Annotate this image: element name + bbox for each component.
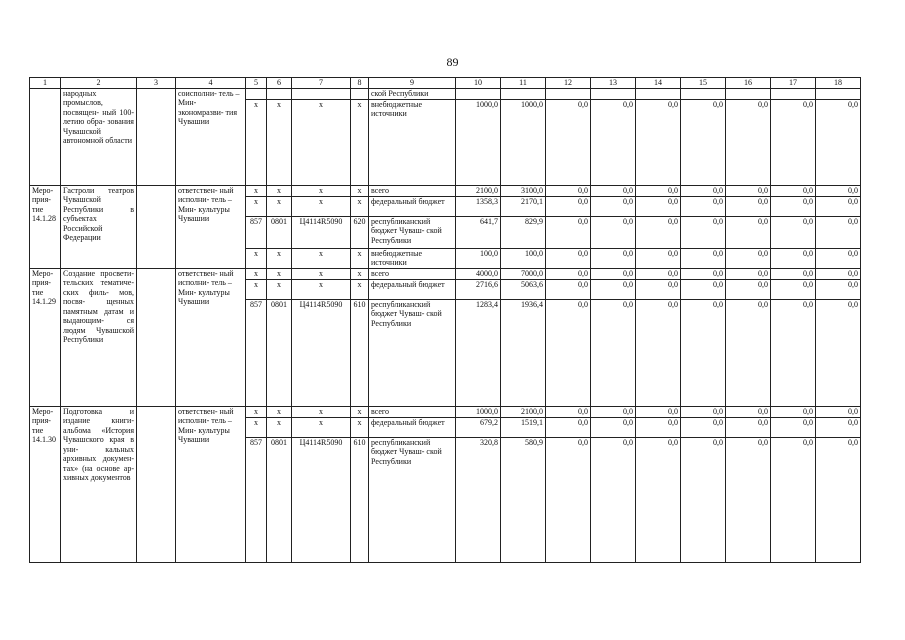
code-cell: х <box>246 196 267 216</box>
value-cell: 0,0 <box>771 437 816 562</box>
column-number: 9 <box>369 78 456 89</box>
column-number: 14 <box>636 78 681 89</box>
value-cell: 1000,0 <box>456 99 501 185</box>
column-number: 7 <box>292 78 351 89</box>
value-cell: 7000,0 <box>501 268 546 279</box>
value-cell: 0,0 <box>726 248 771 268</box>
value-cell: 0,0 <box>681 417 726 437</box>
value-cell: 0,0 <box>816 299 861 406</box>
column-number: 8 <box>351 78 369 89</box>
measure-name: Подготовка и издание книги- альбома «История Чувашского края в уни- кальных архивных докумен- тах» (на основе ар- хивных документов <box>61 406 137 562</box>
value-cell: 829,9 <box>501 216 546 248</box>
value-cell: 0,0 <box>591 248 636 268</box>
measure-label: Меро- прия- тие 14.1.28 <box>30 185 61 268</box>
column-number: 13 <box>591 78 636 89</box>
value-cell: 0,0 <box>546 248 591 268</box>
value-cell: 5063,6 <box>501 279 546 299</box>
value-cell: 0,0 <box>591 99 636 185</box>
value-cell: 0,0 <box>681 299 726 406</box>
value-cell: 0,0 <box>591 299 636 406</box>
code-cell: х <box>292 248 351 268</box>
code-cell: 610 <box>351 437 369 562</box>
measure-label: Меро- прия- тие 14.1.30 <box>30 406 61 562</box>
column-number: 11 <box>501 78 546 89</box>
value-cell: 4000,0 <box>456 268 501 279</box>
code-cell: Ц4114R5090 <box>292 216 351 248</box>
value-cell: 0,0 <box>816 248 861 268</box>
value-cell: 0,0 <box>546 268 591 279</box>
code-cell: х <box>292 268 351 279</box>
code-cell: х <box>267 185 292 196</box>
column-number: 2 <box>61 78 137 89</box>
code-cell: 620 <box>351 216 369 248</box>
funding-source: федеральный бюджет <box>369 279 456 299</box>
code-cell: х <box>292 406 351 417</box>
value-cell: 679,2 <box>456 417 501 437</box>
value-cell: 0,0 <box>726 99 771 185</box>
executor: ответствен- ный исполни- тель – Мин- культуры Чувашии <box>176 268 246 406</box>
value-cell: 0,0 <box>681 406 726 417</box>
value-cell: 641,7 <box>456 216 501 248</box>
funding-source: федеральный бюджет <box>369 196 456 216</box>
funding-source: федеральный бюджет <box>369 417 456 437</box>
value-cell: 0,0 <box>681 196 726 216</box>
value-cell: 0,0 <box>546 99 591 185</box>
value-cell: 0,0 <box>636 437 681 562</box>
value-cell: 0,0 <box>681 279 726 299</box>
code-cell: 857 <box>246 216 267 248</box>
code-cell: х <box>246 248 267 268</box>
funding-source: всего <box>369 268 456 279</box>
code-cell: х <box>246 185 267 196</box>
code-cell: х <box>246 99 267 185</box>
page-number: 89 <box>446 55 459 69</box>
value-cell: 0,0 <box>771 216 816 248</box>
code-cell: х <box>292 185 351 196</box>
code-cell: х <box>246 279 267 299</box>
executor: ответствен- ный исполни- тель – Мин- культуры Чувашии <box>176 406 246 562</box>
value-cell: 0,0 <box>591 196 636 216</box>
value-cell: 0,0 <box>546 299 591 406</box>
code-cell: х <box>246 268 267 279</box>
value-cell: 0,0 <box>636 185 681 196</box>
value-cell: 0,0 <box>726 437 771 562</box>
column-number: 5 <box>246 78 267 89</box>
column-number: 3 <box>137 78 176 89</box>
value-cell: 0,0 <box>636 216 681 248</box>
value-cell: 0,0 <box>726 279 771 299</box>
measure-label: Меро- прия- тие 14.1.29 <box>30 268 61 406</box>
code-cell: 0801 <box>267 299 292 406</box>
code-cell: х <box>292 196 351 216</box>
value-cell: 0,0 <box>771 299 816 406</box>
value-cell: 1000,0 <box>456 406 501 417</box>
code-cell: х <box>292 279 351 299</box>
value-cell: 0,0 <box>726 196 771 216</box>
value-cell: 100,0 <box>501 248 546 268</box>
value-cell: 1283,4 <box>456 299 501 406</box>
funding-source: всего <box>369 406 456 417</box>
code-cell: х <box>267 248 292 268</box>
value-cell: 0,0 <box>771 99 816 185</box>
value-cell: 0,0 <box>681 216 726 248</box>
value-cell: 2100,0 <box>456 185 501 196</box>
value-cell: 0,0 <box>591 406 636 417</box>
value-cell: 0,0 <box>816 216 861 248</box>
code-cell: х <box>351 248 369 268</box>
value-cell: 0,0 <box>771 406 816 417</box>
value-cell: 0,0 <box>726 216 771 248</box>
value-cell: 0,0 <box>726 417 771 437</box>
value-cell: 0,0 <box>546 196 591 216</box>
code-cell: х <box>351 196 369 216</box>
value-cell: 0,0 <box>816 279 861 299</box>
funding-source: республиканский бюджет Чуваш- ской Республики <box>369 299 456 406</box>
column-number: 1 <box>30 78 61 89</box>
value-cell: 0,0 <box>816 185 861 196</box>
value-cell: 0,0 <box>726 185 771 196</box>
value-cell: 0,0 <box>636 299 681 406</box>
value-cell: 580,9 <box>501 437 546 562</box>
value-cell: 0,0 <box>726 406 771 417</box>
code-cell: х <box>351 417 369 437</box>
value-cell: 0,0 <box>591 185 636 196</box>
value-cell: 100,0 <box>456 248 501 268</box>
column-number: 10 <box>456 78 501 89</box>
value-cell: 0,0 <box>771 268 816 279</box>
code-cell: х <box>267 417 292 437</box>
code-cell: х <box>267 268 292 279</box>
code-cell: 857 <box>246 299 267 406</box>
measure-name: Создание просвети- тельских тематиче- ских филь- мов, посвя- щенных памятным датам и выдающим- ся людям Чувашской Республики <box>61 268 137 406</box>
value-cell: 1936,4 <box>501 299 546 406</box>
table-row <box>30 268 861 279</box>
value-cell: 0,0 <box>636 248 681 268</box>
value-cell: 1519,1 <box>501 417 546 437</box>
column-number: 15 <box>681 78 726 89</box>
code-cell: х <box>292 99 351 185</box>
value-cell: 0,0 <box>816 406 861 417</box>
column-number: 6 <box>267 78 292 89</box>
funding-source: республиканский бюджет Чуваш- ской Республики <box>369 216 456 248</box>
value-cell: 0,0 <box>591 279 636 299</box>
measure-name: Гастроли театров Чувашской Республики в субъектах Российской Федерации <box>61 185 137 268</box>
code-cell: х <box>292 417 351 437</box>
code-cell: х <box>246 406 267 417</box>
value-cell: 0,0 <box>771 248 816 268</box>
budget-table <box>29 77 861 563</box>
value-cell: 0,0 <box>771 417 816 437</box>
code-cell: х <box>246 417 267 437</box>
value-cell: 0,0 <box>726 268 771 279</box>
table-row <box>30 406 861 417</box>
column-number: 4 <box>176 78 246 89</box>
value-cell: 0,0 <box>816 437 861 562</box>
value-cell: 0,0 <box>681 437 726 562</box>
value-cell: 0,0 <box>546 185 591 196</box>
value-cell: 0,0 <box>636 417 681 437</box>
code-cell: х <box>267 279 292 299</box>
value-cell: 0,0 <box>816 196 861 216</box>
funding-source: республиканский бюджет Чуваш- ской Республики <box>369 437 456 562</box>
value-cell: 0,0 <box>636 268 681 279</box>
funding-source: ской Республики <box>369 88 456 99</box>
code-cell: х <box>351 185 369 196</box>
value-cell: 0,0 <box>636 99 681 185</box>
empty-cell <box>137 88 176 185</box>
value-cell: 0,0 <box>546 406 591 417</box>
funding-source: внебюджетные источники <box>369 248 456 268</box>
value-cell: 0,0 <box>546 279 591 299</box>
executor: соисполни- тель – Мин- экономразви- тия Чувашии <box>176 88 246 185</box>
table-row <box>30 88 861 99</box>
value-cell: 0,0 <box>681 185 726 196</box>
empty-cell <box>137 185 176 268</box>
funding-source: всего <box>369 185 456 196</box>
value-cell: 0,0 <box>546 417 591 437</box>
code-cell: х <box>267 406 292 417</box>
value-cell: 0,0 <box>771 185 816 196</box>
column-number-row <box>30 78 861 89</box>
code-cell: 0801 <box>267 216 292 248</box>
value-cell: 0,0 <box>816 99 861 185</box>
value-cell: 0,0 <box>636 279 681 299</box>
value-cell: 0,0 <box>771 196 816 216</box>
column-number: 16 <box>726 78 771 89</box>
table-row <box>30 185 861 196</box>
value-cell: 0,0 <box>681 248 726 268</box>
empty-cell <box>137 406 176 562</box>
value-cell: 0,0 <box>636 196 681 216</box>
value-cell: 0,0 <box>771 279 816 299</box>
value-cell: 0,0 <box>591 437 636 562</box>
value-cell: 0,0 <box>681 268 726 279</box>
code-cell: х <box>267 99 292 185</box>
funding-source: внебюджетные источники <box>369 99 456 185</box>
code-cell: Ц4114R5090 <box>292 437 351 562</box>
value-cell: 0,0 <box>546 437 591 562</box>
value-cell: 2170,1 <box>501 196 546 216</box>
value-cell: 2100,0 <box>501 406 546 417</box>
code-cell: х <box>351 99 369 185</box>
empty-cell <box>137 268 176 406</box>
code-cell: х <box>351 279 369 299</box>
value-cell: 0,0 <box>636 406 681 417</box>
code-cell: 857 <box>246 437 267 562</box>
value-cell: 0,0 <box>591 417 636 437</box>
code-cell: 610 <box>351 299 369 406</box>
value-cell: 0,0 <box>726 299 771 406</box>
code-cell: х <box>267 196 292 216</box>
column-number: 17 <box>771 78 816 89</box>
measure-name: народных промыслов, посвящен- ный 100- летию обра- зования Чувашской автономной области <box>61 88 137 185</box>
value-cell: 0,0 <box>591 216 636 248</box>
measure-label-cell <box>30 88 61 185</box>
value-cell: 0,0 <box>546 216 591 248</box>
executor: ответствен- ный исполни- тель – Мин- культуры Чувашии <box>176 185 246 268</box>
code-cell: х <box>351 406 369 417</box>
column-number: 18 <box>816 78 861 89</box>
value-cell: 0,0 <box>816 417 861 437</box>
value-cell: 0,0 <box>816 268 861 279</box>
value-cell: 320,8 <box>456 437 501 562</box>
value-cell: 1000,0 <box>501 99 546 185</box>
code-cell: 0801 <box>267 437 292 562</box>
column-number: 12 <box>546 78 591 89</box>
value-cell: 0,0 <box>591 268 636 279</box>
code-cell: х <box>351 268 369 279</box>
code-cell: Ц4114R5090 <box>292 299 351 406</box>
value-cell: 0,0 <box>681 99 726 185</box>
value-cell: 1358,3 <box>456 196 501 216</box>
value-cell: 2716,6 <box>456 279 501 299</box>
value-cell: 3100,0 <box>501 185 546 196</box>
